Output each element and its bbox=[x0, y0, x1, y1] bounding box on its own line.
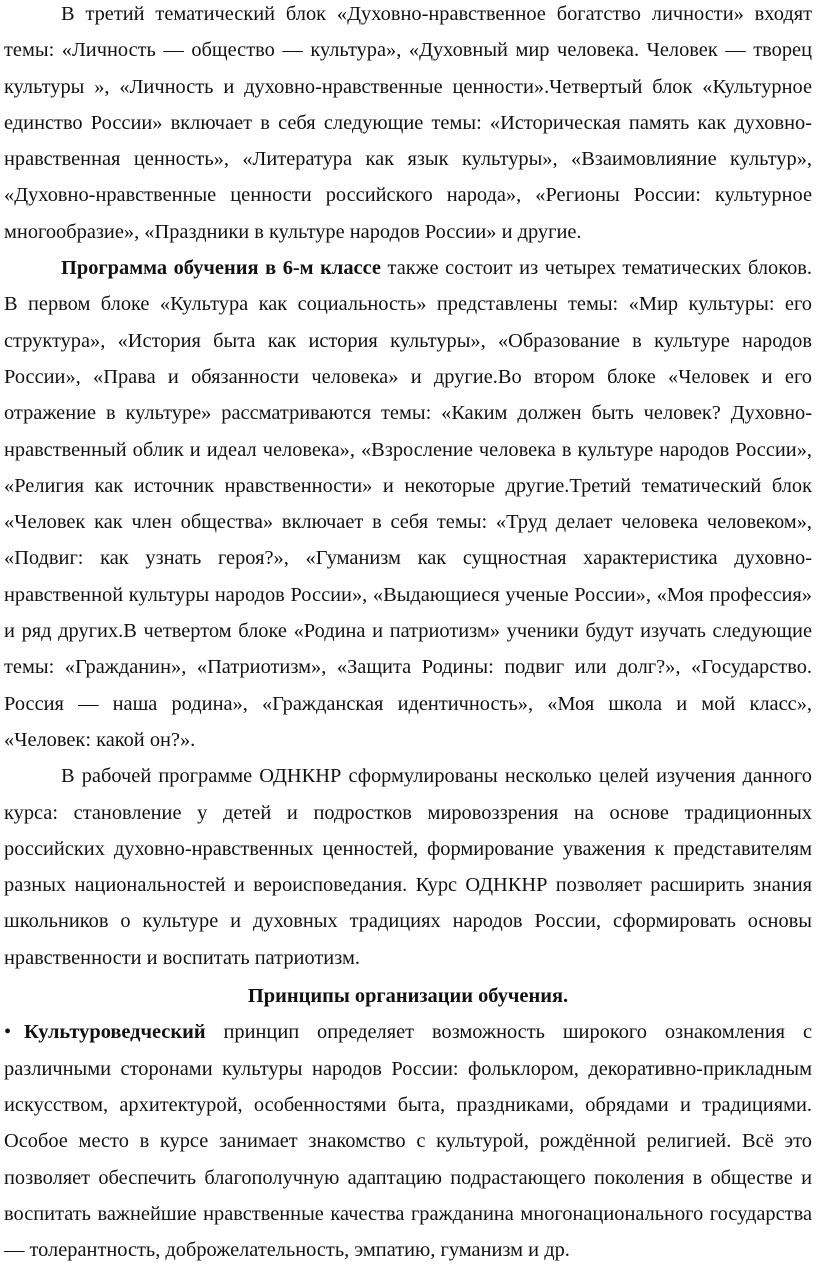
bullet-bold-term: Культуроведческий bbox=[24, 1021, 206, 1044]
grade-6-text: также состоит из четырех тематических блоков. В первом блоке «Культура как социальность» представлены темы: «Мир культуры: его структура», «История быта как история культуры», «Образование в культуре народов России», «Права и обязанности человека» и другие.Во втором блоке «Человек и его отражение в культуре» рассматриваются темы: «Каким должен быть человек? Духовно-нравственный облик и идеал человека», «Взросление человека в культуре народов России», «Религия как источник нравственности» и некоторые другие.Третий тематический блок «Человек как член общества» включает в себя темы: «Труд делает человека человеком», «Подвиг: как узнать героя?», «Гуманизм как сущностная характеристика духовно-нравственной культуры народов России», «Выдающиеся ученые России», «Моя профессия» и ряд других.В четвертом блоке «Родина и патриотизм» ученики будут изучать следующие темы: «Гражданин», «Патриотизм», «Защита Родины: подвиг или долг?», «Государство. Россия — наша родина», «Гражданская идентичность», «Моя школа и мой класс», «Человек: какой он?». bbox=[4, 257, 812, 751]
section-heading: Принципы организации обучения. bbox=[247, 985, 569, 1008]
bullet-icon: • bbox=[4, 1021, 12, 1044]
bullet-text: принцип определяет возможность широкого ознакомления с различными сторонами культуры народов России: фольклором, декоративно-прикладным искусством, архитектурой, особенностями быта, праздниками, обрядами и традициями. Особое место в курсе занимает знакомство с культурой, рождённой религией. Всё это позволяет обеспечить благополучную адаптацию подрастающего поколения в обществе и воспитать важнейшие нравственные качества гражданина многонационального государства — толерантность, доброжелательность, эмпатию, гуманизм и др. bbox=[4, 1021, 812, 1262]
paragraph-grade-6 bbox=[4, 250, 812, 758]
paragraph-third-block: В третий тематический блок «Духовно-нравственное богатство личности» входят темы: «Личность — общество — культура», «Духовный мир человека. Человек — творец культуры », «Личность и духовно-нравственные ценности».Четвертый блок «Культурное единство России» включает в себя следующие темы: «Историческая память как духовно-нравственная ценность», «Литература как язык культуры», «Взаимовлияние культур», «Духовно-нравственные ценности российского народа», «Регионы России: культурное многообразие», «Праздники в культуре народов России» и другие. bbox=[4, 3, 812, 243]
bullet-item-cultural-principle bbox=[4, 1014, 812, 1268]
paragraph-goals: В рабочей программе ОДНКНР сформулированы несколько целей изучения данного курса: становление у детей и подростков мировоззрения на основе традиционных российских духовно-нравственных ценностей, формирование уважения к представителям разных национальностей и вероисповедания. Курс ОДНКНР позволяет расширить знания школьников о культуре и духовных традициях народов России, сформировать основы нравственности и воспитать патриотизм. bbox=[4, 765, 812, 969]
grade-6-bold-lead: Программа обучения в 6-м классе bbox=[61, 257, 381, 280]
